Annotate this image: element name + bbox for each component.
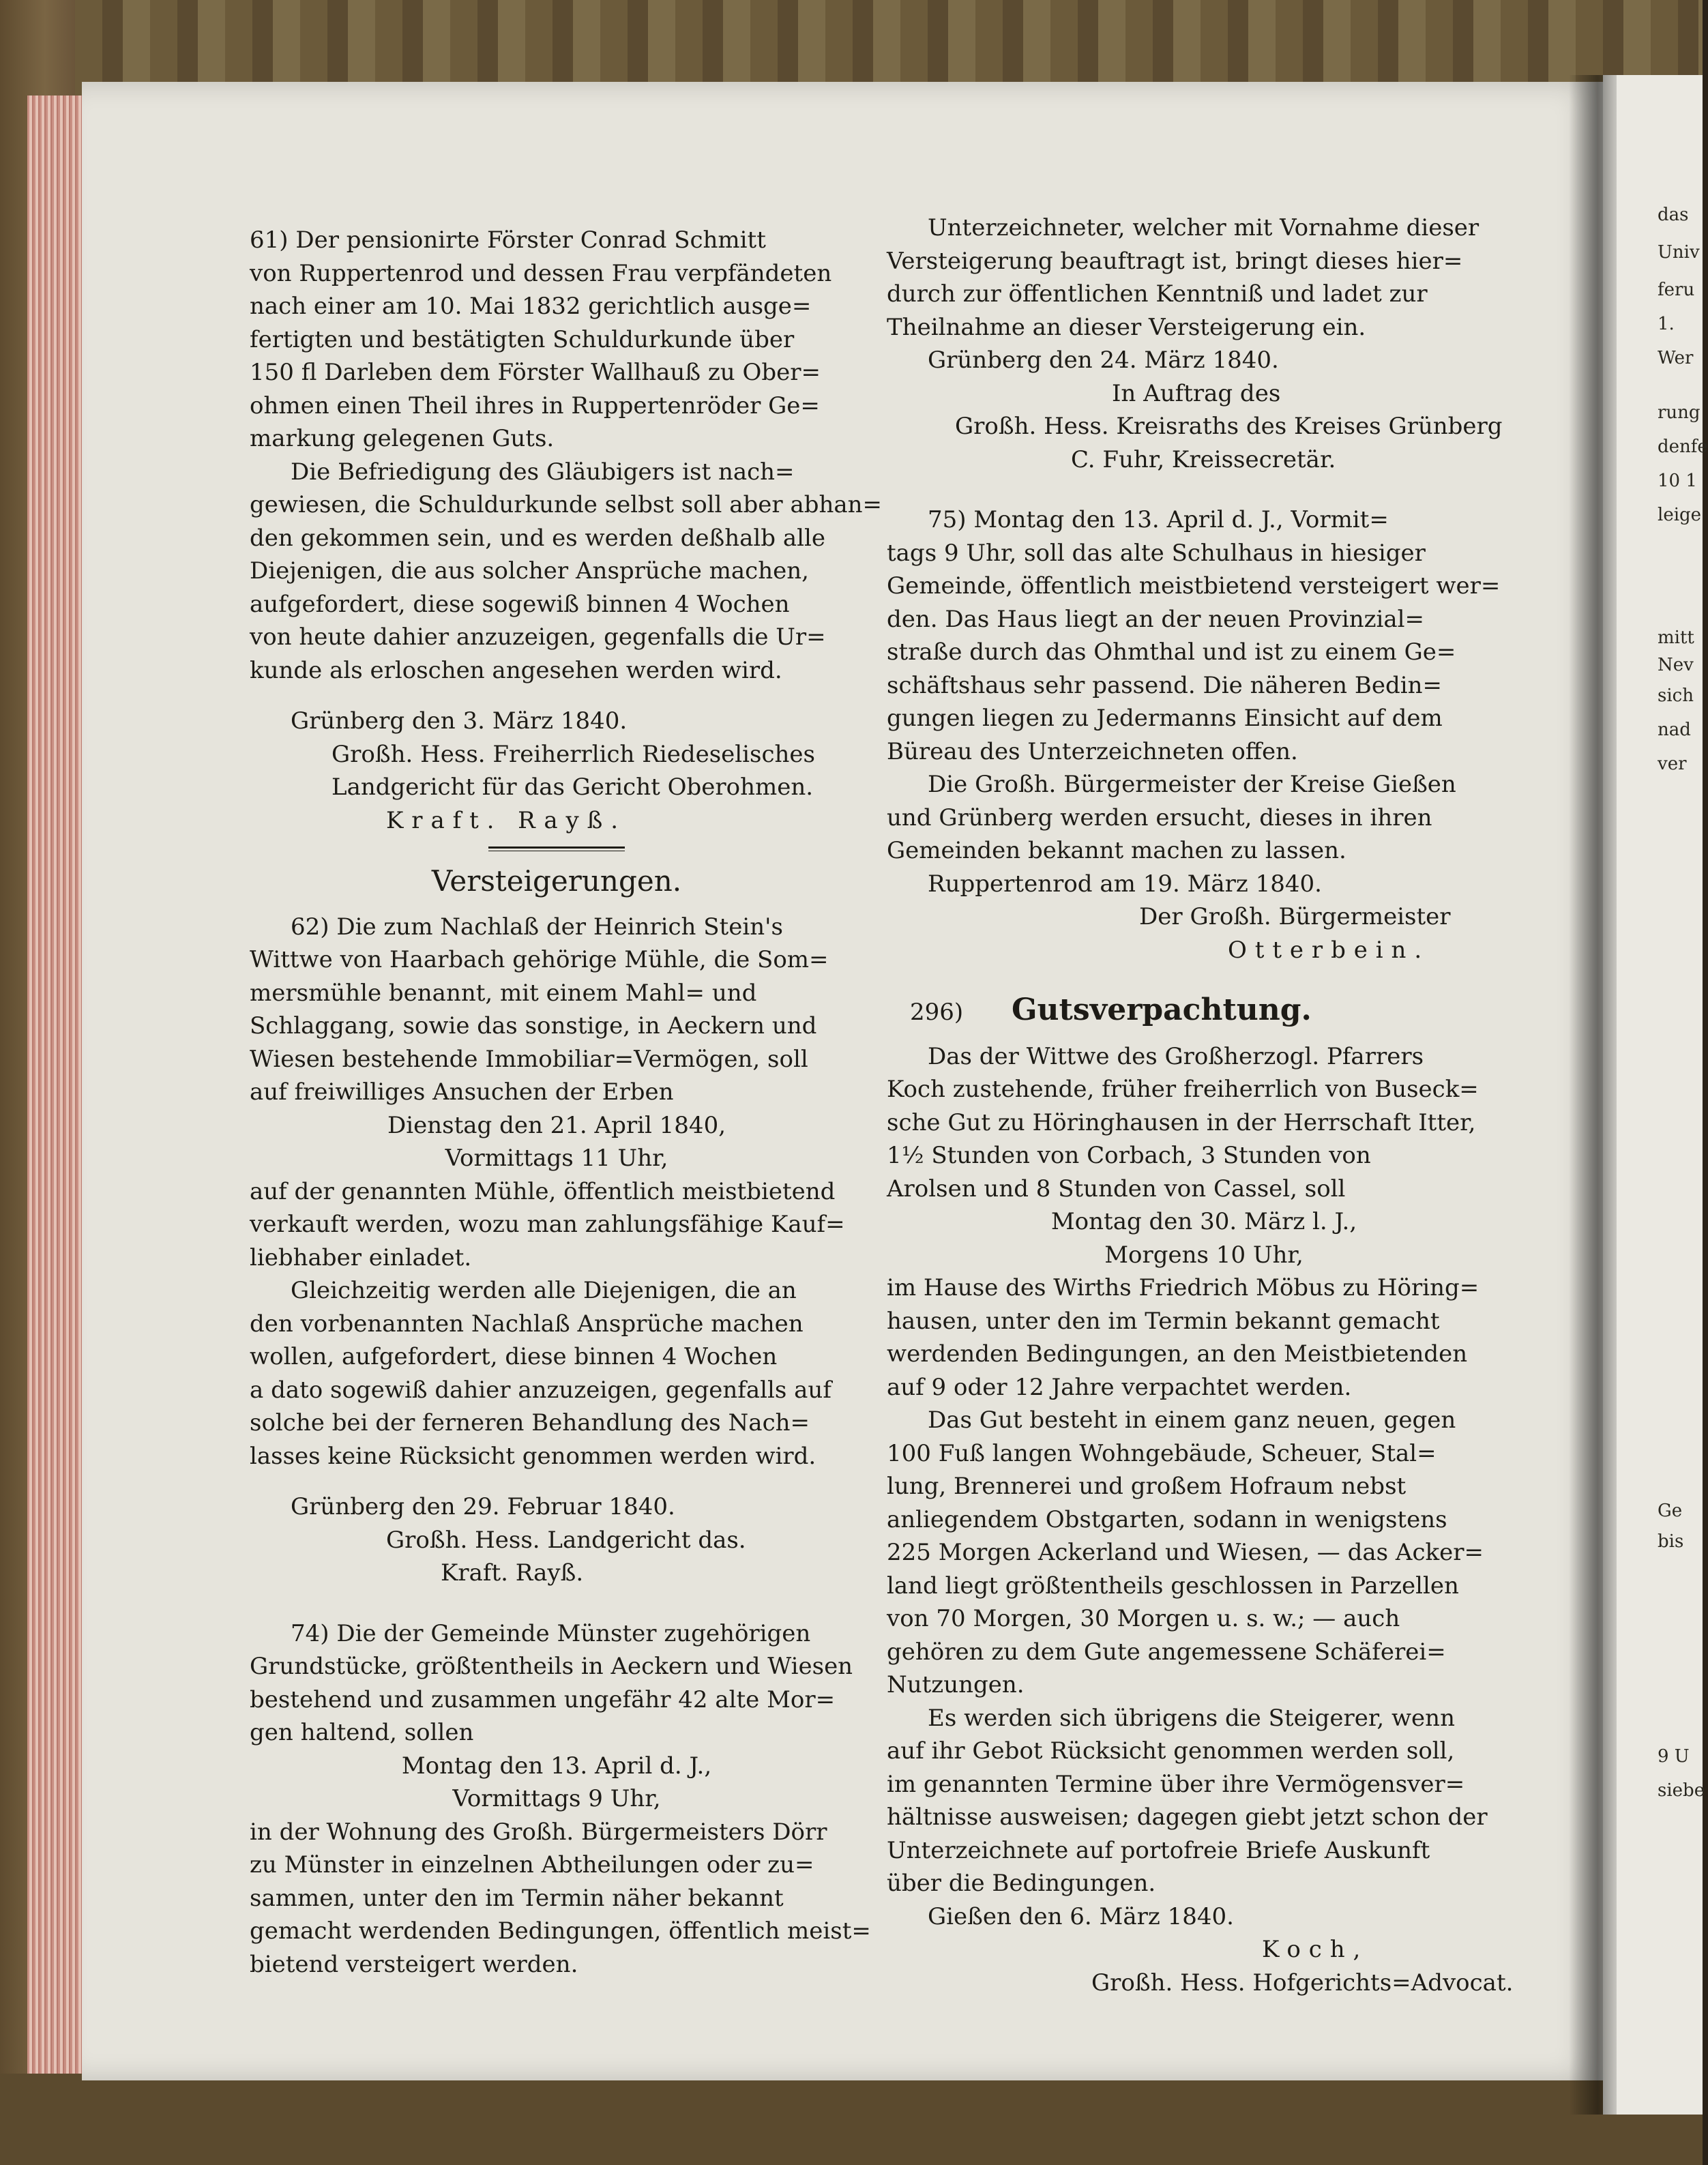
authority-line: In Auftrag des	[1112, 379, 1281, 407]
text-line: auf freiwilliges Ansuchen der Erben	[250, 1078, 674, 1106]
text-line: den vorbenannten Nachlaß Ansprüche machen	[250, 1310, 804, 1338]
notice-date: Grünberg den 29. Februar 1840.	[291, 1493, 675, 1520]
text-line: Büreau des Unterzeichneten offen.	[887, 737, 1298, 765]
text-line: land liegt größtentheils geschlossen in Parzellen	[887, 1572, 1459, 1600]
text-line: nach einer am 10. Mai 1832 gerichtlich ausge=	[250, 293, 812, 320]
facing-fragment: 10 1	[1658, 471, 1697, 491]
left-column	[250, 224, 883, 1981]
signature-title: Der Großh. Bürgermeister	[1139, 903, 1451, 930]
notice-date: Grünberg den 24. März 1840.	[928, 347, 1279, 374]
notice-62	[250, 911, 864, 1590]
text-line: 225 Morgen Ackerland und Wiesen, — das Acker=	[887, 1539, 1484, 1566]
text-line: Versteigerung beauftragt ist, bringt dieses hier=	[887, 247, 1463, 275]
text-line: Diejenigen, die aus solcher Ansprüche machen,	[250, 557, 809, 585]
text-line: Grundstücke, größtentheils in Aeckern und Wiesen	[250, 1653, 853, 1680]
right-column	[887, 211, 1521, 1999]
facing-fragment: sich	[1658, 686, 1694, 706]
text-line: 75) Montag den 13. April d. J., Vormit=	[928, 506, 1389, 533]
text-line: bietend versteigert werden.	[250, 1950, 578, 1978]
text-line: werdenden Bedingungen, an den Meistbietenden	[887, 1340, 1468, 1368]
text-line: in der Wohnung des Großh. Bürgermeisters Dörr	[250, 1818, 827, 1846]
text-line: verkauft werden, wozu man zahlungsfähige Kauf=	[250, 1211, 845, 1238]
text-line: den gekommen sein, und es werden deßhalb alle	[250, 524, 825, 552]
text-line: straße durch das Ohmthal und ist zu einem Ge=	[887, 638, 1456, 666]
text-line: Gemeinde, öffentlich meistbietend versteigert wer=	[887, 572, 1501, 600]
facing-fragment: 1.	[1658, 314, 1675, 334]
text-line: Arolsen und 8 Stunden von Cassel, soll	[887, 1175, 1346, 1203]
facing-fragment: Univ	[1658, 242, 1700, 263]
text-line: Die Befriedigung des Gläubigers ist nach=	[291, 458, 795, 486]
text-line: Unterzeichnete auf portofreie Briefe Auskunft	[887, 1836, 1430, 1864]
text-line: gewiesen, die Schuldurkunde selbst soll aber abhan=	[250, 491, 883, 518]
text-line: anliegendem Obstgarten, sodann in wenigstens	[887, 1505, 1447, 1533]
text-line: Nutzungen.	[887, 1671, 1025, 1698]
book-gutter	[1569, 75, 1617, 2115]
facing-fragment: das	[1658, 205, 1689, 225]
book-cover-bottom	[0, 2074, 1703, 2165]
facing-fragment: Ge	[1658, 1501, 1683, 1521]
facing-page	[1603, 75, 1703, 2115]
notice-date: Grünberg den 3. März 1840.	[291, 707, 628, 735]
section-heading: Versteigerungen.	[431, 864, 682, 898]
text-line: sche Gut zu Höringhausen in der Herrschaft Itter,	[887, 1108, 1476, 1136]
authority-line: Großh. Hess. Kreisraths des Kreises Grünberg	[955, 413, 1503, 440]
text-line: auf der genannten Mühle, öffentlich meistbietend	[250, 1177, 836, 1205]
signature-title: Großh. Hess. Hofgerichts=Advocat.	[1091, 1969, 1514, 1997]
facing-fragment: feru	[1658, 280, 1695, 300]
text-line: fertigten und bestätigten Schuldurkunde über	[250, 325, 795, 353]
text-line: hausen, unter den im Termin bekannt gemacht	[887, 1307, 1440, 1335]
facing-fragment: denfe	[1658, 437, 1708, 457]
facing-fragment: siebe	[1658, 1780, 1705, 1801]
text-line: gen haltend, sollen	[250, 1719, 474, 1746]
text-line: im Hause des Wirths Friedrich Möbus zu Höring=	[887, 1274, 1479, 1301]
text-line: und Grünberg werden ersucht, dieses in ihren	[887, 804, 1432, 831]
facing-fragment: rung	[1658, 402, 1700, 423]
court-line: Landgericht für das Gericht Oberohmen.	[332, 774, 814, 801]
text-line: durch zur öffentlichen Kenntniß und ladet zur	[887, 280, 1428, 308]
notice-when: Montag den 30. März l. J.,	[1050, 1208, 1357, 1235]
facing-fragment: ver	[1658, 754, 1687, 774]
notice-date: Ruppertenrod am 19. März 1840.	[928, 870, 1322, 898]
facing-fragment: leige	[1658, 505, 1702, 525]
text-line: lung, Brennerei und großem Hofraum nebst	[887, 1473, 1407, 1500]
text-line: auf 9 oder 12 Jahre verpachtet werden.	[887, 1373, 1352, 1401]
notice-when: Montag den 13. April d. J.,	[401, 1752, 712, 1780]
facing-fragment: mitt	[1658, 628, 1694, 648]
text-line: zu Münster in einzelnen Abtheilungen oder zu=	[250, 1851, 814, 1879]
text-line: gemacht werdenden Bedingungen, öffentlich meist=	[250, 1917, 871, 1945]
text-line: den. Das Haus liegt an der neuen Provinzial=	[887, 605, 1425, 633]
text-line: von heute dahier anzuzeigen, gegenfalls die Ur=	[250, 623, 826, 651]
text-line: Gleichzeitig werden alle Diejenigen, die an	[291, 1277, 797, 1304]
section-divider	[488, 846, 625, 851]
text-line: Koch zustehende, früher freiherrlich von Buseck=	[887, 1076, 1479, 1103]
text-line: 1½ Stunden von Corbach, 3 Stunden von	[887, 1142, 1371, 1169]
authority-line: C. Fuhr, Kreissecretär.	[1071, 445, 1336, 473]
text-line: schäftshaus sehr passend. Die näheren Bedin=	[887, 671, 1442, 699]
signature: Kraft. Rayß.	[441, 1559, 584, 1587]
facing-fragment: Nev	[1658, 655, 1694, 675]
text-line: a dato sogewiß dahier anzuzeigen, gegenfalls auf	[250, 1376, 831, 1404]
facing-fragment: nad	[1658, 720, 1691, 740]
signature: Koch,	[1262, 1936, 1369, 1963]
text-line: aufgefordert, diese sogewiß binnen 4 Wochen	[250, 590, 790, 618]
text-line: ohmen einen Theil ihres in Ruppertenröder Ge=	[250, 392, 820, 419]
facing-fragment: 9 U	[1658, 1746, 1690, 1767]
text-line: über die Bedingungen.	[887, 1870, 1156, 1897]
text-line: Schlaggang, sowie das sonstige, in Aeckern und	[250, 1012, 817, 1040]
notice-when: Vormittags 11 Uhr,	[445, 1145, 668, 1172]
text-line: 100 Fuß langen Wohngebäude, Scheuer, Stal=	[887, 1439, 1437, 1467]
text-line: lasses keine Rücksicht genommen werden wird.	[250, 1442, 816, 1470]
text-line: sammen, unter den im Termin näher bekannt	[250, 1884, 784, 1912]
notice-when: Dienstag den 21. April 1840,	[387, 1111, 726, 1139]
notice-75	[887, 503, 1521, 967]
notice-61	[250, 224, 883, 837]
text-line: Das der Wittwe des Großherzogl. Pfarrers	[928, 1042, 1424, 1070]
text-line: auf ihr Gebot Rücksicht genommen werden soll,	[887, 1737, 1455, 1765]
notice-when: Morgens 10 Uhr,	[1104, 1241, 1304, 1269]
text-line: wollen, aufgefordert, diese binnen 4 Wochen	[250, 1343, 778, 1370]
signature: Kraft. Rayß.	[386, 806, 626, 834]
text-line: markung gelegenen Guts.	[250, 425, 555, 452]
text-line: Das Gut besteht in einem ganz neuen, gegen	[928, 1406, 1456, 1434]
text-line: von 70 Morgen, 30 Morgen u. s. w.; — auch	[887, 1605, 1400, 1632]
court-line: Großh. Hess. Landgericht das.	[386, 1526, 746, 1554]
text-line: tags 9 Uhr, soll das alte Schulhaus in hiesiger	[887, 539, 1426, 567]
text-line: Theilnahme an dieser Versteigerung ein.	[887, 313, 1366, 341]
text-line: Gemeinden bekannt machen zu lassen.	[887, 837, 1346, 864]
facing-fragment: bis	[1658, 1531, 1684, 1552]
text-line: hältnisse ausweisen; dagegen giebt jetzt schon der	[887, 1803, 1488, 1831]
notice-number: 296)	[910, 999, 964, 1026]
text-line: im genannten Termine über ihre Vermögensver=	[887, 1770, 1465, 1798]
text-line: von Ruppertenrod und dessen Frau verpfändeten	[250, 259, 832, 287]
notice-title: Gutsverpachtung.	[1011, 992, 1312, 1027]
signature: Otterbein.	[1228, 936, 1430, 964]
notice-74	[250, 1617, 871, 1982]
text-line: Die Großh. Bürgermeister der Kreise Gießen	[928, 771, 1456, 798]
text-line: 74) Die der Gemeinde Münster zugehörigen	[291, 1619, 811, 1647]
text-line: gungen liegen zu Jedermanns Einsicht auf dem	[887, 705, 1443, 732]
text-line: liebhaber einladet.	[250, 1243, 472, 1271]
text-line: solche bei der ferneren Behandlung des Nach=	[250, 1409, 810, 1437]
text-line: gehören zu dem Gute angemessene Schäferei=	[887, 1638, 1446, 1666]
court-line: Großh. Hess. Freiherrlich Riedeselisches	[332, 740, 816, 768]
text-line: bestehend und zusammen ungefähr 42 alte Mor=	[250, 1685, 836, 1713]
text-line: 61) Der pensionirte Förster Conrad Schmitt	[250, 226, 766, 254]
text-line: Unterzeichneter, welcher mit Vornahme dieser	[928, 214, 1479, 241]
notice-296	[887, 994, 1521, 1999]
text-line: mersmühle benannt, mit einem Mahl= und	[250, 979, 757, 1007]
text-line: Wittwe von Haarbach gehörige Mühle, die Som=	[250, 946, 829, 973]
text-line: Es werden sich übrigens die Steigerer, wenn	[928, 1704, 1455, 1732]
text-line: 150 fl Darleben dem Förster Wallhauß zu Ober=	[250, 359, 821, 386]
facing-fragment: Wer	[1658, 348, 1694, 368]
notice-continuation	[887, 211, 1521, 476]
notice-when: Vormittags 9 Uhr,	[452, 1785, 661, 1812]
text-line: kunde als erloschen angesehen werden wird.	[250, 656, 782, 684]
text-line: Wiesen bestehende Immobiliar=Vermögen, soll	[250, 1045, 808, 1073]
notice-date: Gießen den 6. März 1840.	[928, 1902, 1234, 1930]
text-line: 62) Die zum Nachlaß der Heinrich Stein's	[291, 913, 783, 941]
